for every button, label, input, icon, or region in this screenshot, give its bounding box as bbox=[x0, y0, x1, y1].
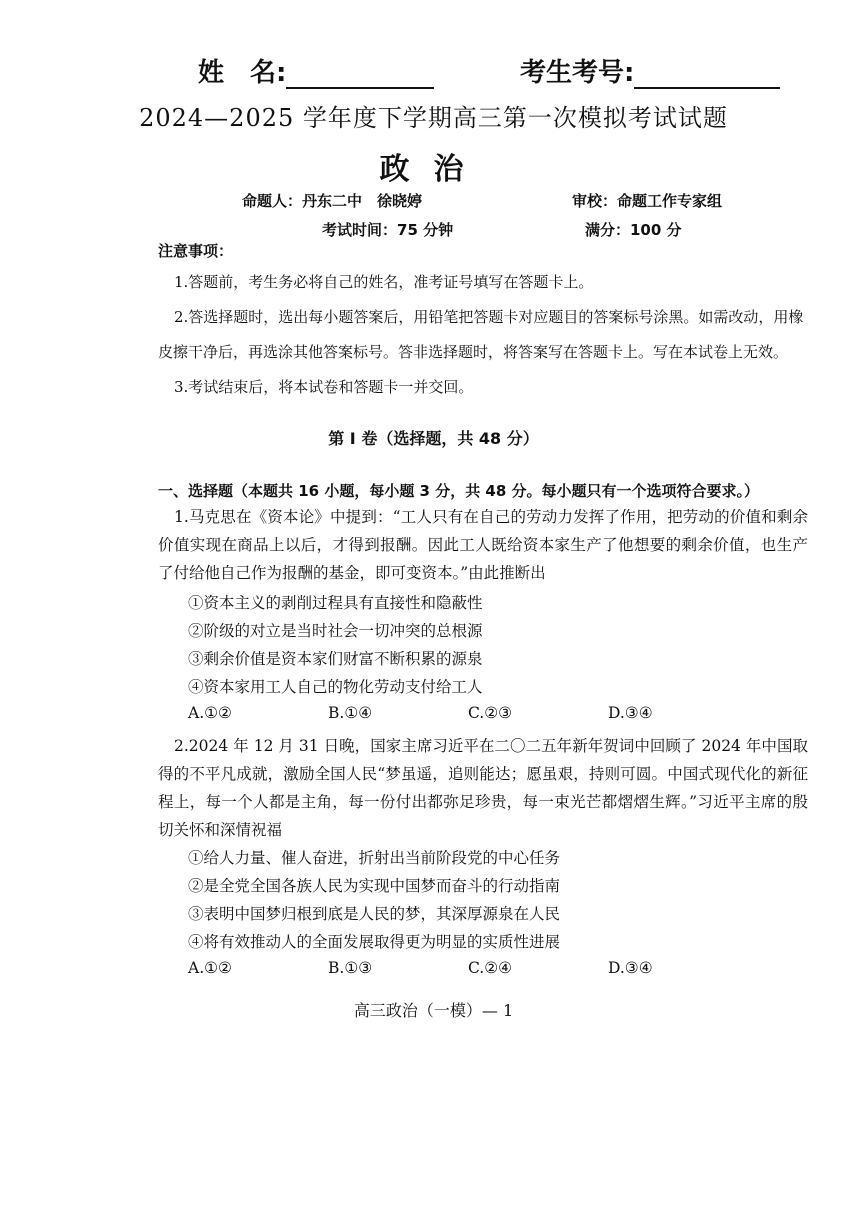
question-option: ②阶级的对立是当时社会一切冲突的总根源 bbox=[188, 622, 483, 640]
exam-number-blank bbox=[634, 63, 780, 89]
time-line: 考试时间：75 分钟 bbox=[322, 221, 454, 239]
exam-number-label: 考生考号: bbox=[520, 58, 635, 88]
question-option: ③剩余价值是资本家们财富不断积累的源泉 bbox=[188, 650, 483, 668]
answer-choice-c: C.②③ bbox=[468, 704, 513, 722]
answer-choice-d: D.③④ bbox=[608, 959, 653, 977]
reviewer-line: 审校：命题工作专家组 bbox=[572, 192, 723, 210]
score-line: 满分：100 分 bbox=[585, 221, 682, 239]
answer-choice-a: A.①② bbox=[188, 959, 232, 977]
subject-title: 政治 bbox=[379, 152, 488, 187]
question-stem: 1.马克思在《资本论》中提到：“工人只有在自己的劳动力发挥了作用，把劳动的价值和剩余价值实现在商品上以后，才得到报酬。因此工人既给资本家生产了他想要的剩余价值，也生产了付给他自己作为报酬的基金，即可变资本。”由此推断出 bbox=[158, 508, 808, 582]
page-footer: 高三政治（一模）— 1 bbox=[353, 1001, 514, 1020]
question-option: ①给人力量、催人奋进，折射出当前阶段党的中心任务 bbox=[188, 849, 561, 867]
exam-number-field bbox=[520, 52, 780, 89]
part-heading: 一、选择题（本题共 16 小题，每小题 3 分，共 48 分。每小题只有一个选项符合要求。） bbox=[158, 482, 760, 500]
question-option: ④资本家用工人自己的物化劳动支付给工人 bbox=[188, 678, 483, 696]
question-option: ④将有效推动人的全面发展取得更为明显的实质性进展 bbox=[188, 933, 561, 951]
question-stem: 2.2024 年 12 月 31 日晚，国家主席习近平在二〇二五年新年贺词中回顾了 2024 年中国取得的不平凡成就，激励全国人民“梦虽遥，追则能达；愿虽艰，持则可圆。中国式现代化的新征程上，每一个人都是主角，每一份付出都弥足珍贵，每一束光芒都熠熠生辉。”习近平主席的殷切关怀和深情祝福 bbox=[158, 737, 808, 839]
notice-item: 2.答选择题时，选出每小题答案后，用铅笔把答题卡对应题目的答案标号涂黑。如需改动，用橡皮擦干净后，再选涂其他答案标号。答非选择题时，将答案写在答题卡上。写在本试卷上无效。 bbox=[158, 308, 804, 361]
answer-choice-b: B.①③ bbox=[328, 959, 373, 977]
section-title: 第 I 卷（选择题，共 48 分） bbox=[328, 429, 539, 448]
question-option: ①资本主义的剥削过程具有直接性和隐蔽性 bbox=[188, 594, 483, 612]
answer-choice-d: D.③④ bbox=[608, 704, 653, 722]
answer-choice-a: A.①② bbox=[188, 704, 232, 722]
name-label: 姓 名: bbox=[198, 58, 287, 88]
author-line: 命题人：丹东二中 徐晓婷 bbox=[242, 192, 423, 210]
exam-title: 2024—2025 学年度下学期高三第一次模拟考试试题 bbox=[139, 104, 728, 132]
notice-item: 1.答题前，考生务必将自己的姓名，准考证号填写在答题卡上。 bbox=[174, 273, 594, 291]
notice-heading: 注意事项： bbox=[158, 242, 234, 260]
question-option: ②是全党全国各族人民为实现中国梦而奋斗的行动指南 bbox=[188, 877, 561, 895]
name-blank bbox=[286, 63, 434, 89]
answer-choice-c: C.②④ bbox=[468, 959, 513, 977]
notice-item: 3.考试结束后，将本试卷和答题卡一并交回。 bbox=[174, 378, 474, 396]
name-field bbox=[198, 52, 434, 89]
answer-choice-b: B.①④ bbox=[328, 704, 373, 722]
question-option: ③表明中国梦归根到底是人民的梦，其深厚源泉在人民 bbox=[188, 905, 561, 923]
